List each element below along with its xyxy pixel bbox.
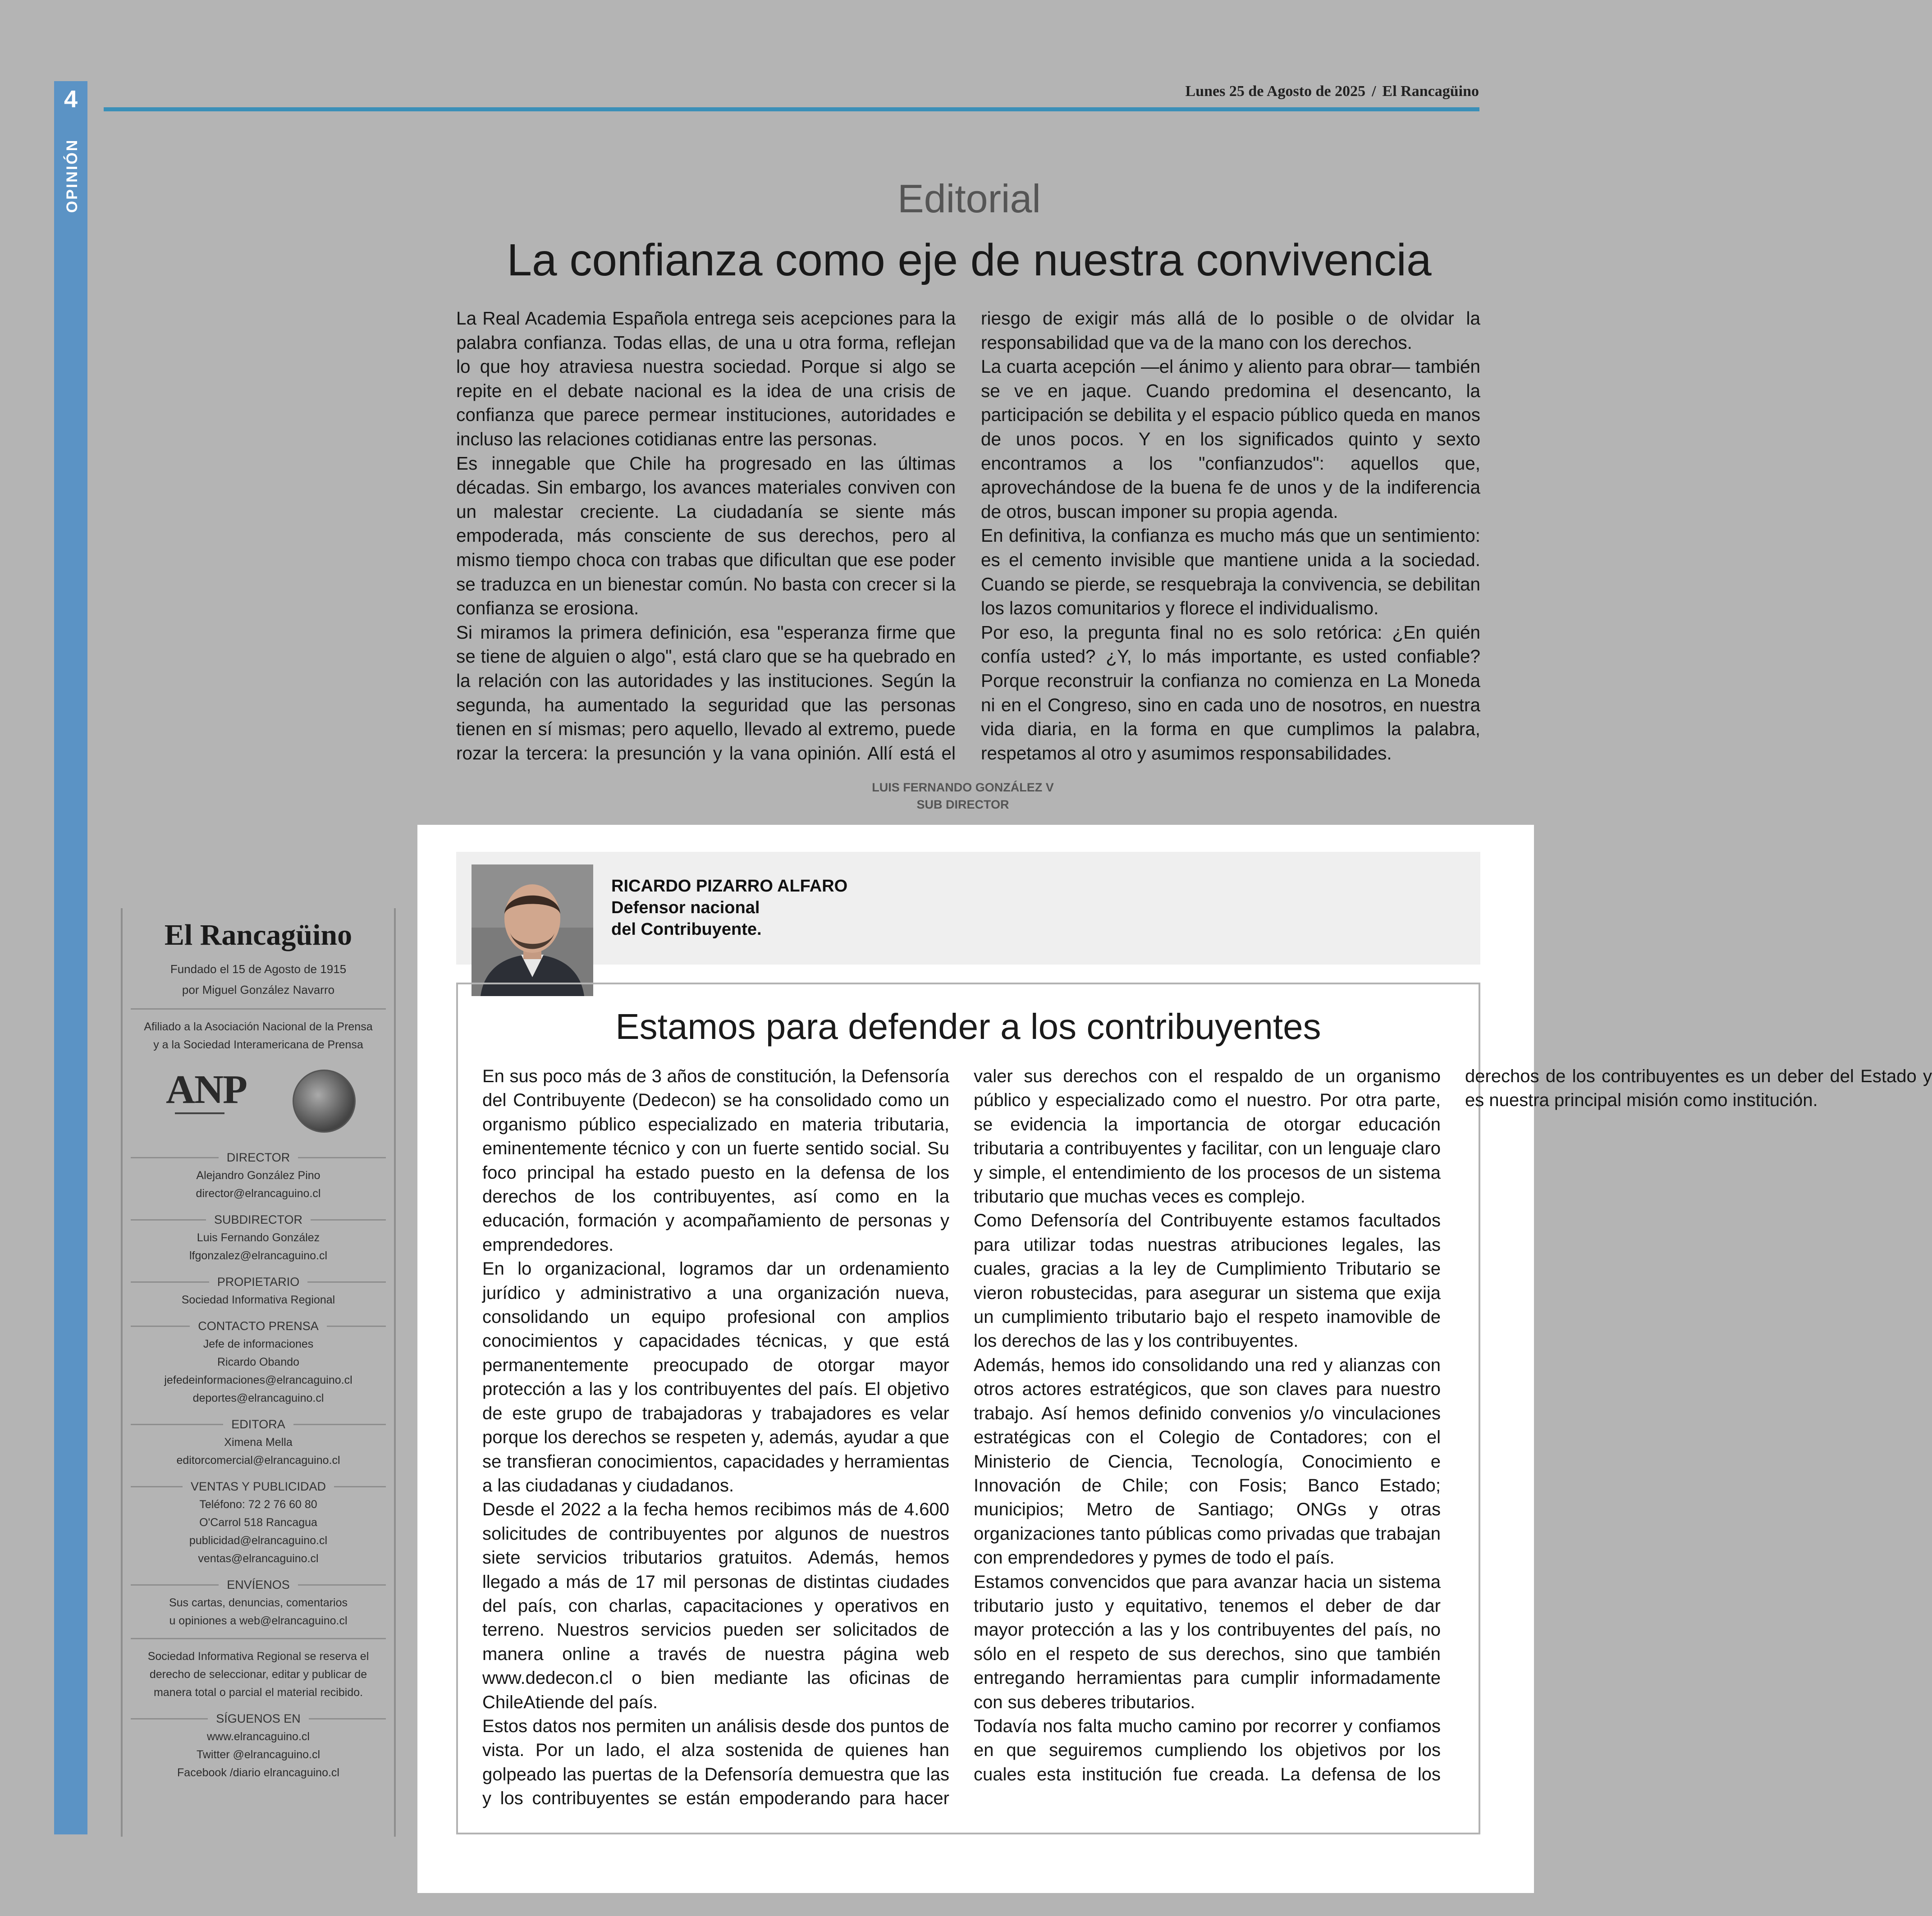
editorial-paragraph: La Real Academia Española entrega seis acepciones para la palabra confianza. Todas ellas, de una u otra forma, reflejan lo que hoy atraviesa nuestra sociedad. Porque si algo se repite en el debate nacional es la idea de una crisis de confianza que parece permear instituciones, autoridades e incluso las relaciones cotidianas entre las personas.: [456, 308, 956, 449]
opinion-paragraph: En sus poco más de 3 años de constitución, la Defensoría del Contribuyente (Dedecon) se ha consolidado como un organismo público especializado en materia tributaria, eminentemente técnico y con un fuerte sentido social. Su foco principal ha estado puesto en la defensa de los derechos de los contribuyentes, así como en la educación, formación y acompañamiento de personas y emprendedores.: [482, 1066, 949, 1255]
author-bar: [456, 852, 1480, 965]
follow-twitter[interactable]: Twitter @elrancaguino.cl: [196, 1748, 320, 1761]
editor-email[interactable]: editorcomercial@elrancaguino.cl: [176, 1454, 340, 1467]
issue-date: Lunes 25 de Agosto de 2025: [1185, 83, 1366, 100]
follow-web[interactable]: www.elrancaguino.cl: [207, 1730, 310, 1743]
editorial-paragraph: La cuarta acepción —el ánimo y aliento para obrar— también se ve en jaque. Cuando predomina el desencanto, la participación se debilita y el espacio público queda en manos de unos pocos. Y en los significados quinto y sexto encontramos a los "confianzudos": aquellos que, aprovechándose de la buena fe de unos y de la indiferencia de otros, buscan imponer su propia agenda.: [981, 356, 1480, 522]
opinion-paragraph: Estamos convencidos que para avanzar hacia un sistema tributario justo y equitativo, tenemos el deber de dar mayor protección a las y los contribuyentes del país, no sólo en el respeto de sus derechos, sino que también entregando herramientas para cumplir informadamente con sus deberes tributarios.: [974, 1572, 1441, 1712]
sports-email[interactable]: deportes@elrancaguino.cl: [192, 1392, 324, 1404]
rights-line: derecho de seleccionar, editar y publicar de: [149, 1668, 367, 1681]
editorial-body: [456, 306, 1480, 766]
masthead-divider: [131, 1638, 386, 1639]
rights-line: manera total o parcial el material recibido.: [153, 1686, 363, 1699]
masthead-press-contact: [123, 1317, 394, 1407]
sip-logo: [293, 1070, 356, 1133]
masthead-owner: [123, 1273, 394, 1309]
author-role: del Contribuyente.: [611, 920, 762, 939]
founded-line: por Miguel González Navarro: [182, 983, 335, 997]
publication-name: El Rancagüino: [1382, 83, 1479, 100]
masthead-send: [123, 1576, 394, 1630]
masthead-follow: [123, 1710, 394, 1782]
send-line: Sus cartas, denuncias, comentarios: [169, 1596, 348, 1609]
editorial-signature: [676, 779, 1250, 813]
affiliation-logos: [141, 1063, 376, 1139]
editorial-paragraph: En definitiva, la confianza es mucho más que un sentimiento: es el cemento invisible que mantiene unida a la sociedad. Cuando se pierde, se resquebraja la convivencia, se debilitan los lazos comunitarios y florece el individualismo.: [981, 525, 1480, 619]
affiliation-line: Afiliado a la Asociación Nacional de la Prensa: [144, 1020, 373, 1033]
masthead-divider: [131, 1008, 386, 1010]
header-separator: /: [1372, 83, 1376, 100]
affiliation-line: y a la Sociedad Interamericana de Prensa: [153, 1038, 363, 1051]
author-name: RICARDO PIZARRO ALFARO: [611, 877, 848, 896]
opinion-paragraph: Todavía nos falta mucho camino por recorrer y confiamos en que seguiremos cumpliendo los objetivos por los cuales esta institución fue creada. La defensa de los derechos de los contribuyentes es un deber del Estado y es nuestra principal misión como institución.: [974, 1066, 1932, 1784]
director-email[interactable]: director@elrancaguino.cl: [196, 1187, 321, 1200]
section-head: VENTAS Y PUBLICIDAD: [123, 1477, 394, 1495]
author-photo: [472, 864, 593, 996]
section-head: SÍGUENOS EN: [123, 1710, 394, 1728]
opinion-paragraph: Como Defensoría del Contribuyente estamos facultados para utilizar todas nuestras atribuciones legales, las cuales, gracias a la ley de Cumplimiento Tributario se vieron robustecidas, para asegurar un sistema que exija un cumplimiento tributario bajo el respeto inamovible de los derechos de las y los contribuyentes.: [974, 1211, 1441, 1351]
masthead-sales: [123, 1477, 394, 1568]
founded-line: Fundado el 15 de Agosto de 1915: [170, 962, 347, 976]
header-meta: [1186, 83, 1479, 100]
author-info: [611, 875, 847, 940]
contact-email[interactable]: jefedeinformaciones@elrancaguino.cl: [164, 1374, 353, 1386]
anp-logo: [161, 1067, 252, 1135]
editorial-kicker: Editorial: [897, 176, 1041, 221]
follow-facebook[interactable]: Facebook /diario elrancaguino.cl: [177, 1766, 339, 1779]
subdirector-name: Luis Fernando González: [197, 1231, 320, 1244]
section-head: ENVÍENOS: [123, 1576, 394, 1594]
author-portrait: [472, 864, 593, 996]
opinion-paragraph: Desde el 2022 a la fecha hemos recibimos más de 4.600 solicitudes de contribuyentes por algunos de nuestros siete servicios tributarios gratuitos. Además, hemos llegado a más de 17 mil personas de distintas ciudades del país, con charlas, capacitaciones y operativos en terreno. Nuestros servicios pueden ser solicitados de manera online a través de nuestra página web www.dedecon.cl o bien mediante las oficinas de ChileAtiende del país.: [482, 1500, 949, 1712]
section-head: SUBDIRECTOR: [123, 1211, 394, 1229]
masthead-editor: [123, 1415, 394, 1469]
contact-role: Jefe de informaciones: [203, 1338, 314, 1350]
page-number: 4: [64, 86, 78, 113]
sales-email[interactable]: ventas@elrancaguino.cl: [198, 1552, 319, 1565]
masthead-title: El Rancagüino: [164, 919, 353, 951]
send-line: u opiniones a web@elrancaguino.cl: [169, 1614, 348, 1627]
director-name: Alejandro González Pino: [196, 1169, 320, 1182]
opinion-title: Estamos para defender a los contribuyentes: [615, 1006, 1321, 1047]
masthead-director: [123, 1148, 394, 1203]
editor-name: Ximena Mella: [224, 1436, 293, 1449]
sales-address: O'Carrol 518 Rancagua: [199, 1516, 317, 1529]
anp-logo-underline: [175, 1112, 224, 1130]
sales-phone: Teléfono: 72 2 76 60 80: [199, 1498, 317, 1511]
opinion-paragraph: En lo organizacional, logramos dar un ordenamiento jurídico y administrativo a una organización nueva, consolidando un equipo profesional con amplios conocimientos y capacidades técnicas, y que está permanentemente preocupado de otorgar mayor protección a las y los contribuyentes del país. El objetivo de este grupo de trabajadoras y trabajadores es velar porque los derechos se respeten y, además, ayudar a que se transfieran conocimientos, capacidades y herramientas a las ciudadanas y ciudadanos.: [482, 1259, 949, 1495]
section-head: CONTACTO PRENSA: [123, 1317, 394, 1335]
opinion-paragraph: Estos datos nos permiten un análisis desde dos puntos de vista. Por un lado, el alza sostenida de quienes han golpeado las puertas de la Defensoría demuestra que las y los contribuyentes se están empoderando para hacer valer sus derechos con el respaldo de un organismo público y especializado como el nuestro. Por otra parte, se evidencia la importancia de otorgar educación tributaria a contribuyentes y facilitar, con un lenguaje claro y simple, el entendimiento de los procesos de un sistema tributario que muchas veces es complejo.: [482, 1066, 1441, 1809]
section-label: OPINIÓN: [64, 138, 81, 213]
contact-name: Ricardo Obando: [217, 1356, 300, 1368]
sales-email[interactable]: publicidad@elrancaguino.cl: [189, 1534, 328, 1547]
signature-role: SUB DIRECTOR: [916, 798, 1009, 811]
editorial-paragraph: Por eso, la pregunta final no es solo retórica: ¿En quién confía usted? ¿Y, lo más importante, es usted confiable? Porque reconstruir la confianza no comienza en La Moneda ni en el Congreso, sino en cada uno de nosotros, en nuestra vida diaria, en la forma en que cumplimos la palabra, respetamos al otro y asumimos responsabilidades.: [981, 622, 1480, 764]
masthead-affiliation: [123, 1018, 394, 1054]
editorial-title: La confianza como eje de nuestra convivencia: [507, 235, 1432, 285]
anp-logo-text: ANP: [166, 1067, 247, 1112]
masthead-rights: [123, 1647, 394, 1701]
section-head: PROPIETARIO: [123, 1273, 394, 1291]
section-head: EDITORA: [123, 1415, 394, 1433]
rights-line: Sociedad Informativa Regional se reserva el: [147, 1650, 369, 1663]
subdirector-email[interactable]: lfgonzalez@elrancaguino.cl: [189, 1249, 328, 1262]
opinion-paragraph: Además, hemos ido consolidando una red y alianzas con otros actores estratégicos, que son claves para nuestro trabajo. Así hemos definido convenios y/o vinculaciones estratégicas con el Colegio de Contadores; con el Ministerio de Ciencia, Tecnología, Conocimiento e Innovación de Chile; con Fosis; Banco Estado; municipios; Metro de Santiago; ONGs y otras organizaciones tanto públicas como privadas que trabajan con emprendedores y pymes de todo el país.: [974, 1355, 1441, 1568]
section-sidebar-strip: [54, 81, 87, 1834]
author-role: Defensor nacional: [611, 898, 760, 917]
owner-name: Sociedad Informativa Regional: [181, 1294, 335, 1306]
masthead-founded: [123, 959, 394, 1000]
masthead: [121, 908, 396, 1837]
masthead-subdirector: [123, 1211, 394, 1265]
section-head: DIRECTOR: [123, 1148, 394, 1166]
header-rule: [104, 107, 1479, 111]
editorial-paragraph: Es innegable que Chile ha progresado en las últimas décadas. Sin embargo, los avances materiales conviven con un malestar creciente. La ciudadanía se siente más empoderada, más consciente de sus derechos, pero al mismo tiempo choca con trabas que dificultan que ese poder se traduzca en un bienestar común. No basta con crecer si la confianza se erosiona.: [456, 453, 956, 619]
editorial-paragraph: Si miramos la primera definición, esa "esperanza firme que se tiene de alguien o algo", está claro que se ha quebrado en la relación con las autoridades y las instituciones. Según la segunda, ha aumentado la seguridad que las personas tienen en sí mismas; pero aquello, llevado al extremo, puede rozar la tercera: la presunción y la vana opinión. Allí está el riesgo de exigir más allá de lo posible o de olvidar la responsabilidad que va de la mano con los derechos.: [456, 308, 1480, 764]
opinion-body: [482, 1065, 1932, 1817]
signature-name: LUIS FERNANDO GONZÁLEZ V: [872, 781, 1054, 794]
